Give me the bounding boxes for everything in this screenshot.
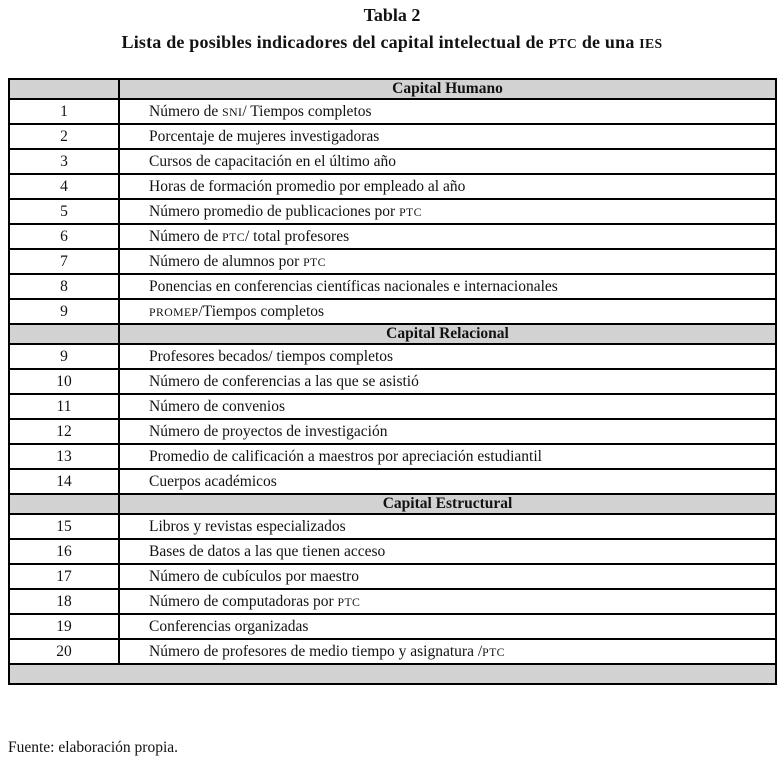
- table-row: [9, 639, 776, 664]
- row-number-cell: 19: [9, 614, 119, 639]
- row-number-cell: 17: [9, 564, 119, 589]
- acronym-smallcaps: SNI: [222, 105, 243, 119]
- table-row: [9, 299, 776, 324]
- row-number-cell: 13: [9, 444, 119, 469]
- row-indicator-cell: Horas de formación promedio por empleado al año: [119, 174, 776, 199]
- section-header-row: [9, 494, 776, 514]
- table-row: [9, 99, 776, 124]
- table-row: [9, 564, 776, 589]
- row-number-cell: 11: [9, 394, 119, 419]
- row-number-cell: 2: [9, 124, 119, 149]
- table-row: [9, 589, 776, 614]
- table-row: [9, 174, 776, 199]
- row-indicator-cell: Número de alumnos por PTC: [119, 249, 776, 274]
- row-number-cell: 5: [9, 199, 119, 224]
- table-row: [9, 469, 776, 494]
- row-number-cell: 18: [9, 589, 119, 614]
- row-indicator-cell: Número de computadoras por PTC: [119, 589, 776, 614]
- acronym-smallcaps: PTC: [337, 595, 361, 609]
- row-indicator-cell: Profesores becados/ tiempos completos: [119, 344, 776, 369]
- row-indicator-cell: Libros y revistas especializados: [119, 514, 776, 539]
- table-row: [9, 274, 776, 299]
- section-header-label: Capital Estructural: [119, 494, 776, 514]
- row-number-cell: 14: [9, 469, 119, 494]
- source-note: Fuente: elaboración propia.: [8, 739, 179, 756]
- table-footer-band-cell: [9, 664, 776, 684]
- table-row: [9, 124, 776, 149]
- table-row: [9, 514, 776, 539]
- table-row: [9, 199, 776, 224]
- row-indicator-cell: Número de cubículos por maestro: [119, 564, 776, 589]
- row-indicator-cell: Cursos de capacitación en el último año: [119, 149, 776, 174]
- table-row: [9, 539, 776, 564]
- table-row: [9, 369, 776, 394]
- table-footer-band: [9, 664, 776, 684]
- table-row: [9, 344, 776, 369]
- section-header-label: Capital Humano: [119, 79, 776, 99]
- row-indicator-cell: Número de SNI/ Tiempos completos: [119, 99, 776, 124]
- row-number-cell: 7: [9, 249, 119, 274]
- row-number-cell: 4: [9, 174, 119, 199]
- row-number-cell: 20: [9, 639, 119, 664]
- row-indicator-cell: Bases de datos a las que tienen acceso: [119, 539, 776, 564]
- acronym-smallcaps: PTC: [303, 255, 326, 269]
- table-row: [9, 394, 776, 419]
- row-indicator-cell: Número de conferencias a las que se asistió: [119, 369, 776, 394]
- table-row: [9, 249, 776, 274]
- row-indicator-cell: Ponencias en conferencias científicas nacionales e internacionales: [119, 274, 776, 299]
- acronym-smallcaps: PTC: [399, 205, 422, 219]
- row-number-cell: 3: [9, 149, 119, 174]
- table-label: Tabla 2: [363, 5, 421, 25]
- acronym-smallcaps: IES: [639, 36, 663, 51]
- table-row: [9, 149, 776, 174]
- row-indicator-cell: Número de convenios: [119, 394, 776, 419]
- section-header-empty-cell: [9, 324, 119, 344]
- table-row: [9, 614, 776, 639]
- row-number-cell: 10: [9, 369, 119, 394]
- acronym-smallcaps: PROMEP: [149, 305, 199, 319]
- row-number-cell: 6: [9, 224, 119, 249]
- table-title: Lista de posibles indicadores del capital intelectual de PTC de una IES: [121, 32, 663, 52]
- row-number-cell: 9: [9, 344, 119, 369]
- table-row: [9, 444, 776, 469]
- acronym-smallcaps: PTC: [222, 230, 245, 244]
- title-block: [0, 4, 784, 56]
- row-number-cell: 15: [9, 514, 119, 539]
- row-indicator-cell: Cuerpos académicos: [119, 469, 776, 494]
- row-number-cell: 12: [9, 419, 119, 444]
- row-indicator-cell: Número de proyectos de investigación: [119, 419, 776, 444]
- row-indicator-cell: Número de profesores de medio tiempo y asignatura /PTC: [119, 639, 776, 664]
- row-number-cell: 8: [9, 274, 119, 299]
- row-indicator-cell: PROMEP/Tiempos completos: [119, 299, 776, 324]
- table-row: [9, 224, 776, 249]
- row-indicator-cell: Conferencias organizadas: [119, 614, 776, 639]
- row-indicator-cell: Promedio de calificación a maestros por apreciación estudiantil: [119, 444, 776, 469]
- acronym-smallcaps: PTC: [548, 36, 578, 51]
- section-header-row: [9, 79, 776, 99]
- row-indicator-cell: Porcentaje de mujeres investigadoras: [119, 124, 776, 149]
- section-header-empty-cell: [9, 79, 119, 99]
- row-indicator-cell: Número de PTC/ total profesores: [119, 224, 776, 249]
- section-header-empty-cell: [9, 494, 119, 514]
- section-header-label: Capital Relacional: [119, 324, 776, 344]
- row-indicator-cell: Número promedio de publicaciones por PTC: [119, 199, 776, 224]
- indicators-table: [8, 78, 777, 685]
- section-header-row: [9, 324, 776, 344]
- table-row: [9, 419, 776, 444]
- row-number-cell: 9: [9, 299, 119, 324]
- row-number-cell: 1: [9, 99, 119, 124]
- row-number-cell: 16: [9, 539, 119, 564]
- acronym-smallcaps: PTC: [482, 645, 505, 659]
